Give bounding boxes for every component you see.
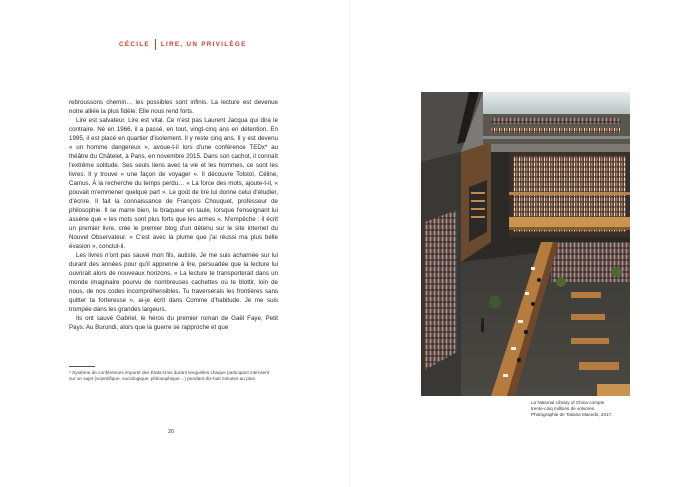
library-photograph [421,92,630,396]
photo-caption [531,400,629,418]
footnote: * Système de conférences importé des États-Unis durant lesquelles chaque participant intervient sur un sujet (scientifique, sociologique, philosophique…) pendant dix-huit minutes au plus. [69,370,270,382]
paragraph-3: Les livres n'ont pas sauvé mon fils, autiste. Je me suis acharnée sur lui durant des années pour qu'il apprenne à lire, persuadée que la lecture lui ouvrirait alors de nouveaux horizons. « La lecture te transporterait dans un monde imaginaire pourvu de nombreuses cachettes où te blottir, loin de nous, de nos codes incompréhensibles. Tu traverserais les frontières sans quitter ta forteresse », ai-je écrit dans Comme d'habitude. Je me suis trompée dans les grandes largeurs. [69,252,278,313]
paragraph-2: Lire est salvateur. Lire est vital. Ce n'est pas Laurent Jacqua qui dira le contraire. Né en 1966, il a passé, en tout, vingt-cinq ans en détention. En 1995, il est placé en quartier d'isolement. Il y reste cinq ans. Il y est devenu « un homme dangereux », avoue-t-il lors d'une conférence TEDx* au théâtre du Châtelet, à Paris, en novembre 2015. Dans son cachot, il connaît l'extrême solitude. Ses seuls liens avec la vie et les hommes, ce sont les livres. Il y trouve « une façon de voyager ». Il découvre Tolstoï, Céline, Camus, À la recherche du temps perdu… « La force des mots, ajoute-t-il, « pouvait m'emmener quelque part ». Le goût de lire lui donne celui d'étudier, d'écrire. Il fait la connaissance de François Chouquet, professeur de philosophie. Il se marre bien, le braqueur en taule, lorsque l'enseignant lui assène que « les mots sont plus forts que les armes ». N'empêche : il écrit un premier livre, crée le premier blog d'un détenu sur le site internet du Nouvel Observateur. « C'est avec la plume que j'ai réussi ma plus belle évasion », conclut-il. [69,117,278,250]
paragraph-4: Ils ont sauvé Gabriel, le héros du premier roman de Gaël Faye, Petit Pays. Au Burundi, alors que la guerre se rapproche et que [69,315,278,331]
photo-caption-line-3: Photographie de Tatiana Macedo, 2017. [531,412,613,418]
library-photograph-drawing [421,92,630,396]
footnote-rule [69,366,95,367]
running-head-title: LIRE, UN PRIVILÈGE [160,40,247,48]
paragraph-1: rebroussons chemin… les possibles sont infinis. La lecture est devenue notre alliée la plus fidèle. Elle nous rend forts. [69,99,278,115]
page-gutter [349,0,350,487]
running-head-author: CÉCILE [119,40,150,48]
photo-caption-line-1: La National Library of China compte [531,400,605,405]
running-head [119,38,247,50]
body-text [69,98,278,332]
running-head-separator [155,39,156,50]
page-number: 20 [168,429,175,435]
photo-caption-line-2: trente-cinq millions de volumes. [531,406,596,412]
